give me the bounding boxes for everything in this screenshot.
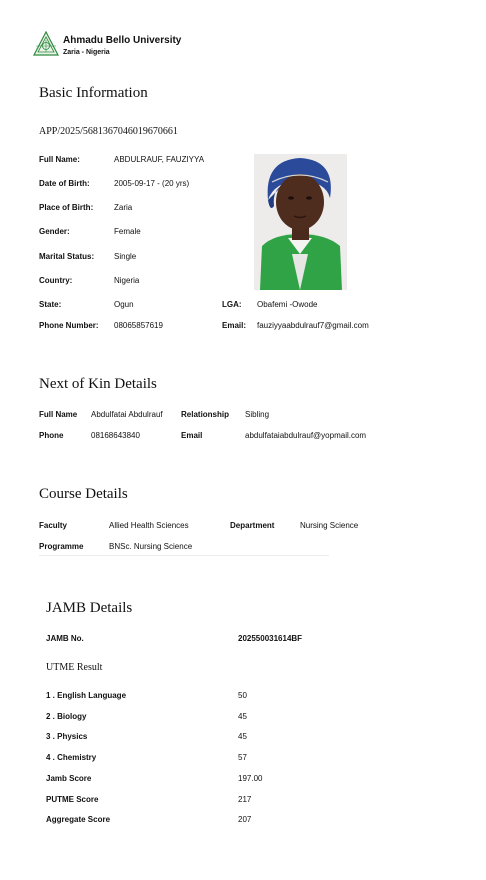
- nok-phone-value: 08168643840: [91, 431, 140, 440]
- university-header: [33, 31, 283, 61]
- nok-relationship-value: Sibling: [245, 410, 270, 419]
- result-label-biology: 2 . Biology: [46, 712, 87, 721]
- aggregate-score-label: Aggregate Score: [46, 815, 111, 824]
- email-value: fauziyyaabdulrauf7@gmail.com: [257, 321, 369, 330]
- marital-status-label: Marital Status:: [39, 252, 95, 261]
- course-divider: [39, 555, 329, 556]
- jamb-score-value: 197.00: [238, 774, 263, 783]
- country-value: Nigeria: [114, 276, 140, 285]
- dob-label: Date of Birth:: [39, 179, 90, 188]
- marital-status-value: Single: [114, 252, 137, 261]
- application-number: APP/2025/5681367046019670661: [39, 126, 178, 137]
- jamb-no-label: JAMB No.: [46, 634, 84, 643]
- utme-result-title: UTME Result: [46, 662, 103, 673]
- putme-score-value: 217: [238, 795, 252, 804]
- gender-label: Gender:: [39, 227, 70, 236]
- nok-relationship-label: Relationship: [181, 410, 230, 419]
- putme-score-label: PUTME Score: [46, 795, 99, 804]
- full-name-label: Full Name:: [39, 155, 80, 164]
- pob-value: Zaria: [114, 203, 133, 212]
- nok-name-label: Full Name: [39, 410, 78, 419]
- course-details-title: Course Details: [39, 486, 128, 502]
- phone-number-value: 08065857619: [114, 321, 163, 330]
- nok-email-value: abdulfataiabdulrauf@yopmail.com: [245, 431, 367, 440]
- department-label: Department: [230, 521, 275, 530]
- nok-name-value: Abdulfatai Abdulrauf: [91, 410, 163, 419]
- next-of-kin-title: Next of Kin Details: [39, 376, 157, 392]
- pob-label: Place of Birth:: [39, 203, 94, 212]
- country-label: Country:: [39, 276, 73, 285]
- email-label: Email:: [222, 321, 247, 330]
- programme-label: Programme: [39, 542, 84, 551]
- lga-label: LGA:: [222, 300, 242, 309]
- state-value: Ogun: [114, 300, 134, 309]
- jamb-score-label: Jamb Score: [46, 774, 92, 783]
- result-label-physics: 3 . Physics: [46, 732, 88, 741]
- department-value: Nursing Science: [300, 521, 359, 530]
- passport-photo: [254, 154, 347, 290]
- result-label-chemistry: 4 . Chemistry: [46, 753, 97, 762]
- result-value-chemistry: 57: [238, 753, 247, 762]
- nok-phone-label: Phone: [39, 431, 64, 440]
- full-name-value: ABDULRAUF, FAUZIYYA: [114, 155, 205, 164]
- faculty-value: Allied Health Sciences: [109, 521, 189, 530]
- university-logo-icon: [33, 31, 59, 57]
- lga-value: Obafemi -Owode: [257, 300, 318, 309]
- gender-value: Female: [114, 227, 141, 236]
- state-label: State:: [39, 300, 62, 309]
- result-value-biology: 45: [238, 712, 247, 721]
- basic-info-title: Basic Information: [39, 85, 148, 101]
- jamb-no-value: 202550031614BF: [238, 634, 303, 643]
- dob-value: 2005-09-17 - (20 yrs): [114, 179, 190, 188]
- result-label-english: 1 . English Language: [46, 691, 127, 700]
- nok-email-label: Email: [181, 431, 203, 440]
- phone-number-label: Phone Number:: [39, 321, 99, 330]
- result-value-physics: 45: [238, 732, 247, 741]
- faculty-label: Faculty: [39, 521, 68, 530]
- university-name: Ahmadu Bello University: [63, 35, 182, 46]
- result-value-english: 50: [238, 691, 247, 700]
- programme-value: BNSc. Nursing Science: [109, 542, 193, 551]
- university-location: Zaria - Nigeria: [63, 49, 110, 56]
- aggregate-score-value: 207: [238, 815, 252, 824]
- jamb-details-title: JAMB Details: [46, 600, 133, 616]
